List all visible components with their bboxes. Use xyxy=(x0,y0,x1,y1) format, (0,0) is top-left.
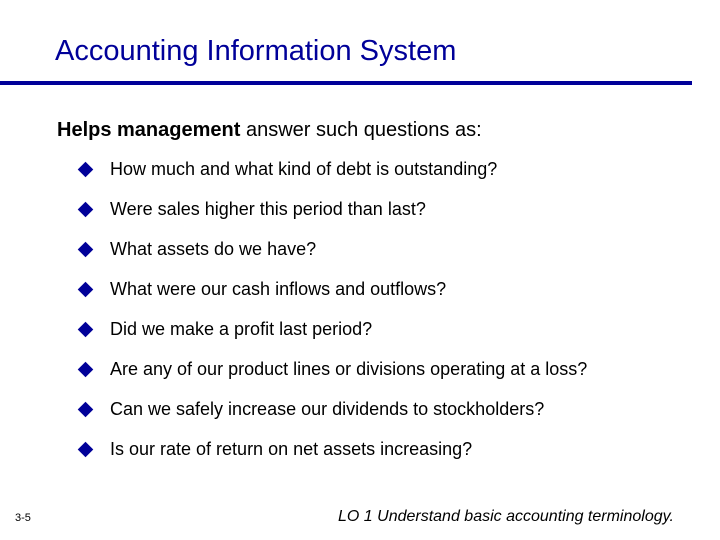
question-text: What assets do we have? xyxy=(110,239,317,259)
list-item xyxy=(0,390,680,430)
learning-objective-note: LO 1 Understand basic accounting terminology. xyxy=(338,508,674,525)
diamond-bullet-icon xyxy=(78,322,94,338)
question-text: What were our cash inflows and outflows? xyxy=(110,279,447,299)
list-item xyxy=(0,150,680,190)
question-text: Is our rate of return on net assets increasing? xyxy=(110,439,473,459)
list-item xyxy=(0,230,680,270)
question-text: Did we make a profit last period? xyxy=(110,319,373,339)
intro-text xyxy=(57,118,482,142)
intro-rest-text: answer such questions as: xyxy=(240,119,482,141)
question-text: Can we safely increase our dividends to stockholders? xyxy=(110,399,545,419)
slide-title: Accounting Information System xyxy=(55,35,457,67)
diamond-bullet-icon xyxy=(78,202,94,218)
title-divider xyxy=(0,81,692,85)
diamond-bullet-icon xyxy=(78,402,94,418)
diamond-bullet-icon xyxy=(78,362,94,378)
diamond-bullet-icon xyxy=(78,242,94,258)
list-item xyxy=(0,310,680,350)
intro-bold-text: Helps management xyxy=(57,119,241,141)
list-item xyxy=(0,350,680,390)
list-item xyxy=(0,270,680,310)
question-text: Were sales higher this period than last? xyxy=(110,199,426,219)
diamond-bullet-icon xyxy=(78,442,94,458)
diamond-bullet-icon xyxy=(78,162,94,178)
question-text: Are any of our product lines or divisions operating at a loss? xyxy=(110,359,588,379)
slide-number: 3-5 xyxy=(15,512,31,524)
diamond-bullet-icon xyxy=(78,282,94,298)
list-item xyxy=(0,430,680,470)
question-text: How much and what kind of debt is outstanding? xyxy=(110,159,498,179)
list-item xyxy=(0,190,680,230)
